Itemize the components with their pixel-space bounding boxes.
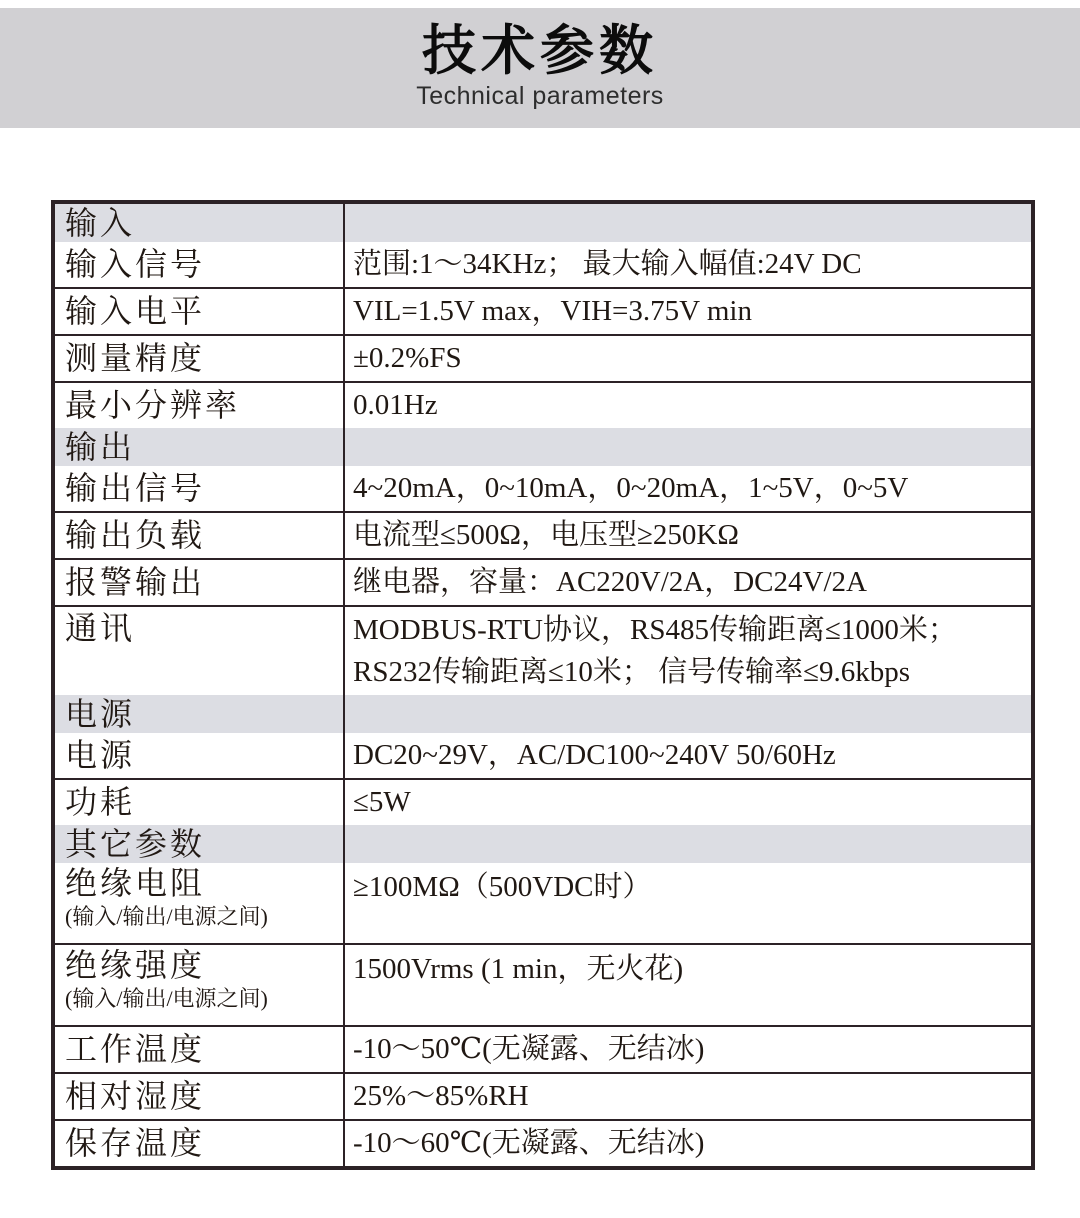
row-value: ±0.2%FS — [353, 341, 462, 374]
row-label: 报警输出 — [65, 564, 206, 601]
row-value-cell — [345, 1027, 1031, 1072]
row-value-cell — [345, 242, 1031, 287]
table-row — [55, 511, 1031, 558]
row-label-cell — [55, 466, 345, 511]
row-value: 4~20mA，0~10mA，0~20mA，1~5V，0~5V — [353, 471, 909, 504]
row-label-cell — [55, 863, 345, 943]
section-row — [55, 428, 1031, 466]
table-row — [55, 943, 1031, 1025]
row-label: 电源 — [65, 737, 136, 774]
table-row — [55, 778, 1031, 825]
row-label-cell — [55, 945, 345, 1025]
section-row — [55, 204, 1031, 242]
row-label: 输入信号 — [65, 246, 206, 283]
row-value: 1500Vrms (1 min，无火花) — [353, 953, 684, 985]
row-label-cell — [55, 695, 345, 733]
row-value: -10～60℃(无凝露、无结冰) — [353, 1126, 705, 1159]
row-value-cell — [345, 825, 1031, 863]
row-label: 电源 — [65, 695, 136, 732]
row-label-cell — [55, 242, 345, 287]
row-value: 电流型≤500Ω，电压型≥250KΩ — [353, 518, 739, 551]
row-value: 25%～85%RH — [353, 1079, 529, 1112]
row-label: 最小分辨率 — [65, 387, 241, 424]
header-band — [0, 8, 1080, 128]
row-label-cell — [55, 513, 345, 558]
row-label: 测量精度 — [65, 340, 206, 377]
row-value: VIL=1.5V max，VIH=3.75V min — [353, 294, 752, 327]
row-label-cell — [55, 825, 345, 863]
row-label-note: (输入/输出/电源之间) — [65, 985, 268, 1011]
row-label: 通讯 — [65, 610, 136, 646]
row-label-cell — [55, 733, 345, 778]
section-row — [55, 825, 1031, 863]
row-label: 工作温度 — [65, 1031, 206, 1068]
table-row — [55, 381, 1031, 428]
row-value-cell — [345, 383, 1031, 428]
row-label-cell — [55, 204, 345, 242]
row-value-cell — [345, 607, 1031, 695]
row-label: 绝缘强度 — [65, 947, 206, 983]
row-label: 输入 — [65, 204, 136, 241]
table-row — [55, 1072, 1031, 1119]
page-subtitle: Technical parameters — [416, 82, 664, 111]
row-value-cell — [345, 1121, 1031, 1166]
row-value-cell — [345, 513, 1031, 558]
row-value: ≥100MΩ（500VDC时） — [353, 871, 652, 903]
row-label: 相对湿度 — [65, 1078, 206, 1115]
row-value: -10～50℃(无凝露、无结冰) — [353, 1032, 705, 1065]
table-row — [55, 1119, 1031, 1166]
row-value-cell — [345, 1074, 1031, 1119]
row-label-note: (输入/输出/电源之间) — [65, 903, 268, 929]
row-label: 保存温度 — [65, 1125, 206, 1162]
row-label: 绝缘电阻 — [65, 865, 206, 901]
row-value-cell — [345, 733, 1031, 778]
row-label: 输出 — [65, 428, 136, 465]
row-value-cell — [345, 780, 1031, 825]
spec-table — [51, 200, 1035, 1170]
row-label-cell — [55, 336, 345, 381]
row-value-line: RS232传输距离≤10米； 信号传输率≤9.6kbps — [353, 656, 911, 688]
row-value: 范围:1～34KHz； 最大输入幅值:24V DC — [353, 247, 862, 280]
table-row — [55, 242, 1031, 287]
row-value-cell — [345, 336, 1031, 381]
table-row — [55, 863, 1031, 943]
table-row — [55, 334, 1031, 381]
section-row — [55, 695, 1031, 733]
row-label: 功耗 — [65, 784, 136, 821]
row-value-cell — [345, 289, 1031, 334]
row-value-cell — [345, 466, 1031, 511]
row-label-cell — [55, 383, 345, 428]
table-row — [55, 287, 1031, 334]
row-value-line: MODBUS-RTU协议，RS485传输距离≤1000米； — [353, 614, 957, 646]
row-label: 输入电平 — [65, 293, 206, 330]
row-label-cell — [55, 560, 345, 605]
row-label-cell — [55, 1027, 345, 1072]
row-label-cell — [55, 428, 345, 466]
page-title: 技术参数 — [422, 21, 658, 81]
row-value-cell — [345, 945, 1031, 1025]
row-value-cell — [345, 204, 1031, 242]
row-value: 继电器，容量：AC220V/2A，DC24V/2A — [353, 565, 867, 598]
row-value-cell — [345, 560, 1031, 605]
row-label-cell — [55, 607, 345, 695]
row-value-cell — [345, 863, 1031, 943]
row-label: 输出信号 — [65, 470, 206, 507]
row-label-cell — [55, 289, 345, 334]
table-row — [55, 605, 1031, 695]
row-label: 其它参数 — [65, 825, 206, 862]
row-value: ≤5W — [353, 785, 411, 818]
table-row — [55, 733, 1031, 778]
row-label-cell — [55, 1121, 345, 1166]
table-row — [55, 466, 1031, 511]
table-row — [55, 1025, 1031, 1072]
row-value: DC20~29V，AC/DC100~240V 50/60Hz — [353, 738, 836, 771]
table-row — [55, 558, 1031, 605]
row-label: 输出负载 — [65, 517, 206, 554]
row-value: 0.01Hz — [353, 388, 438, 421]
row-value-cell — [345, 428, 1031, 466]
row-value-cell — [345, 695, 1031, 733]
row-label-cell — [55, 1074, 345, 1119]
row-label-cell — [55, 780, 345, 825]
